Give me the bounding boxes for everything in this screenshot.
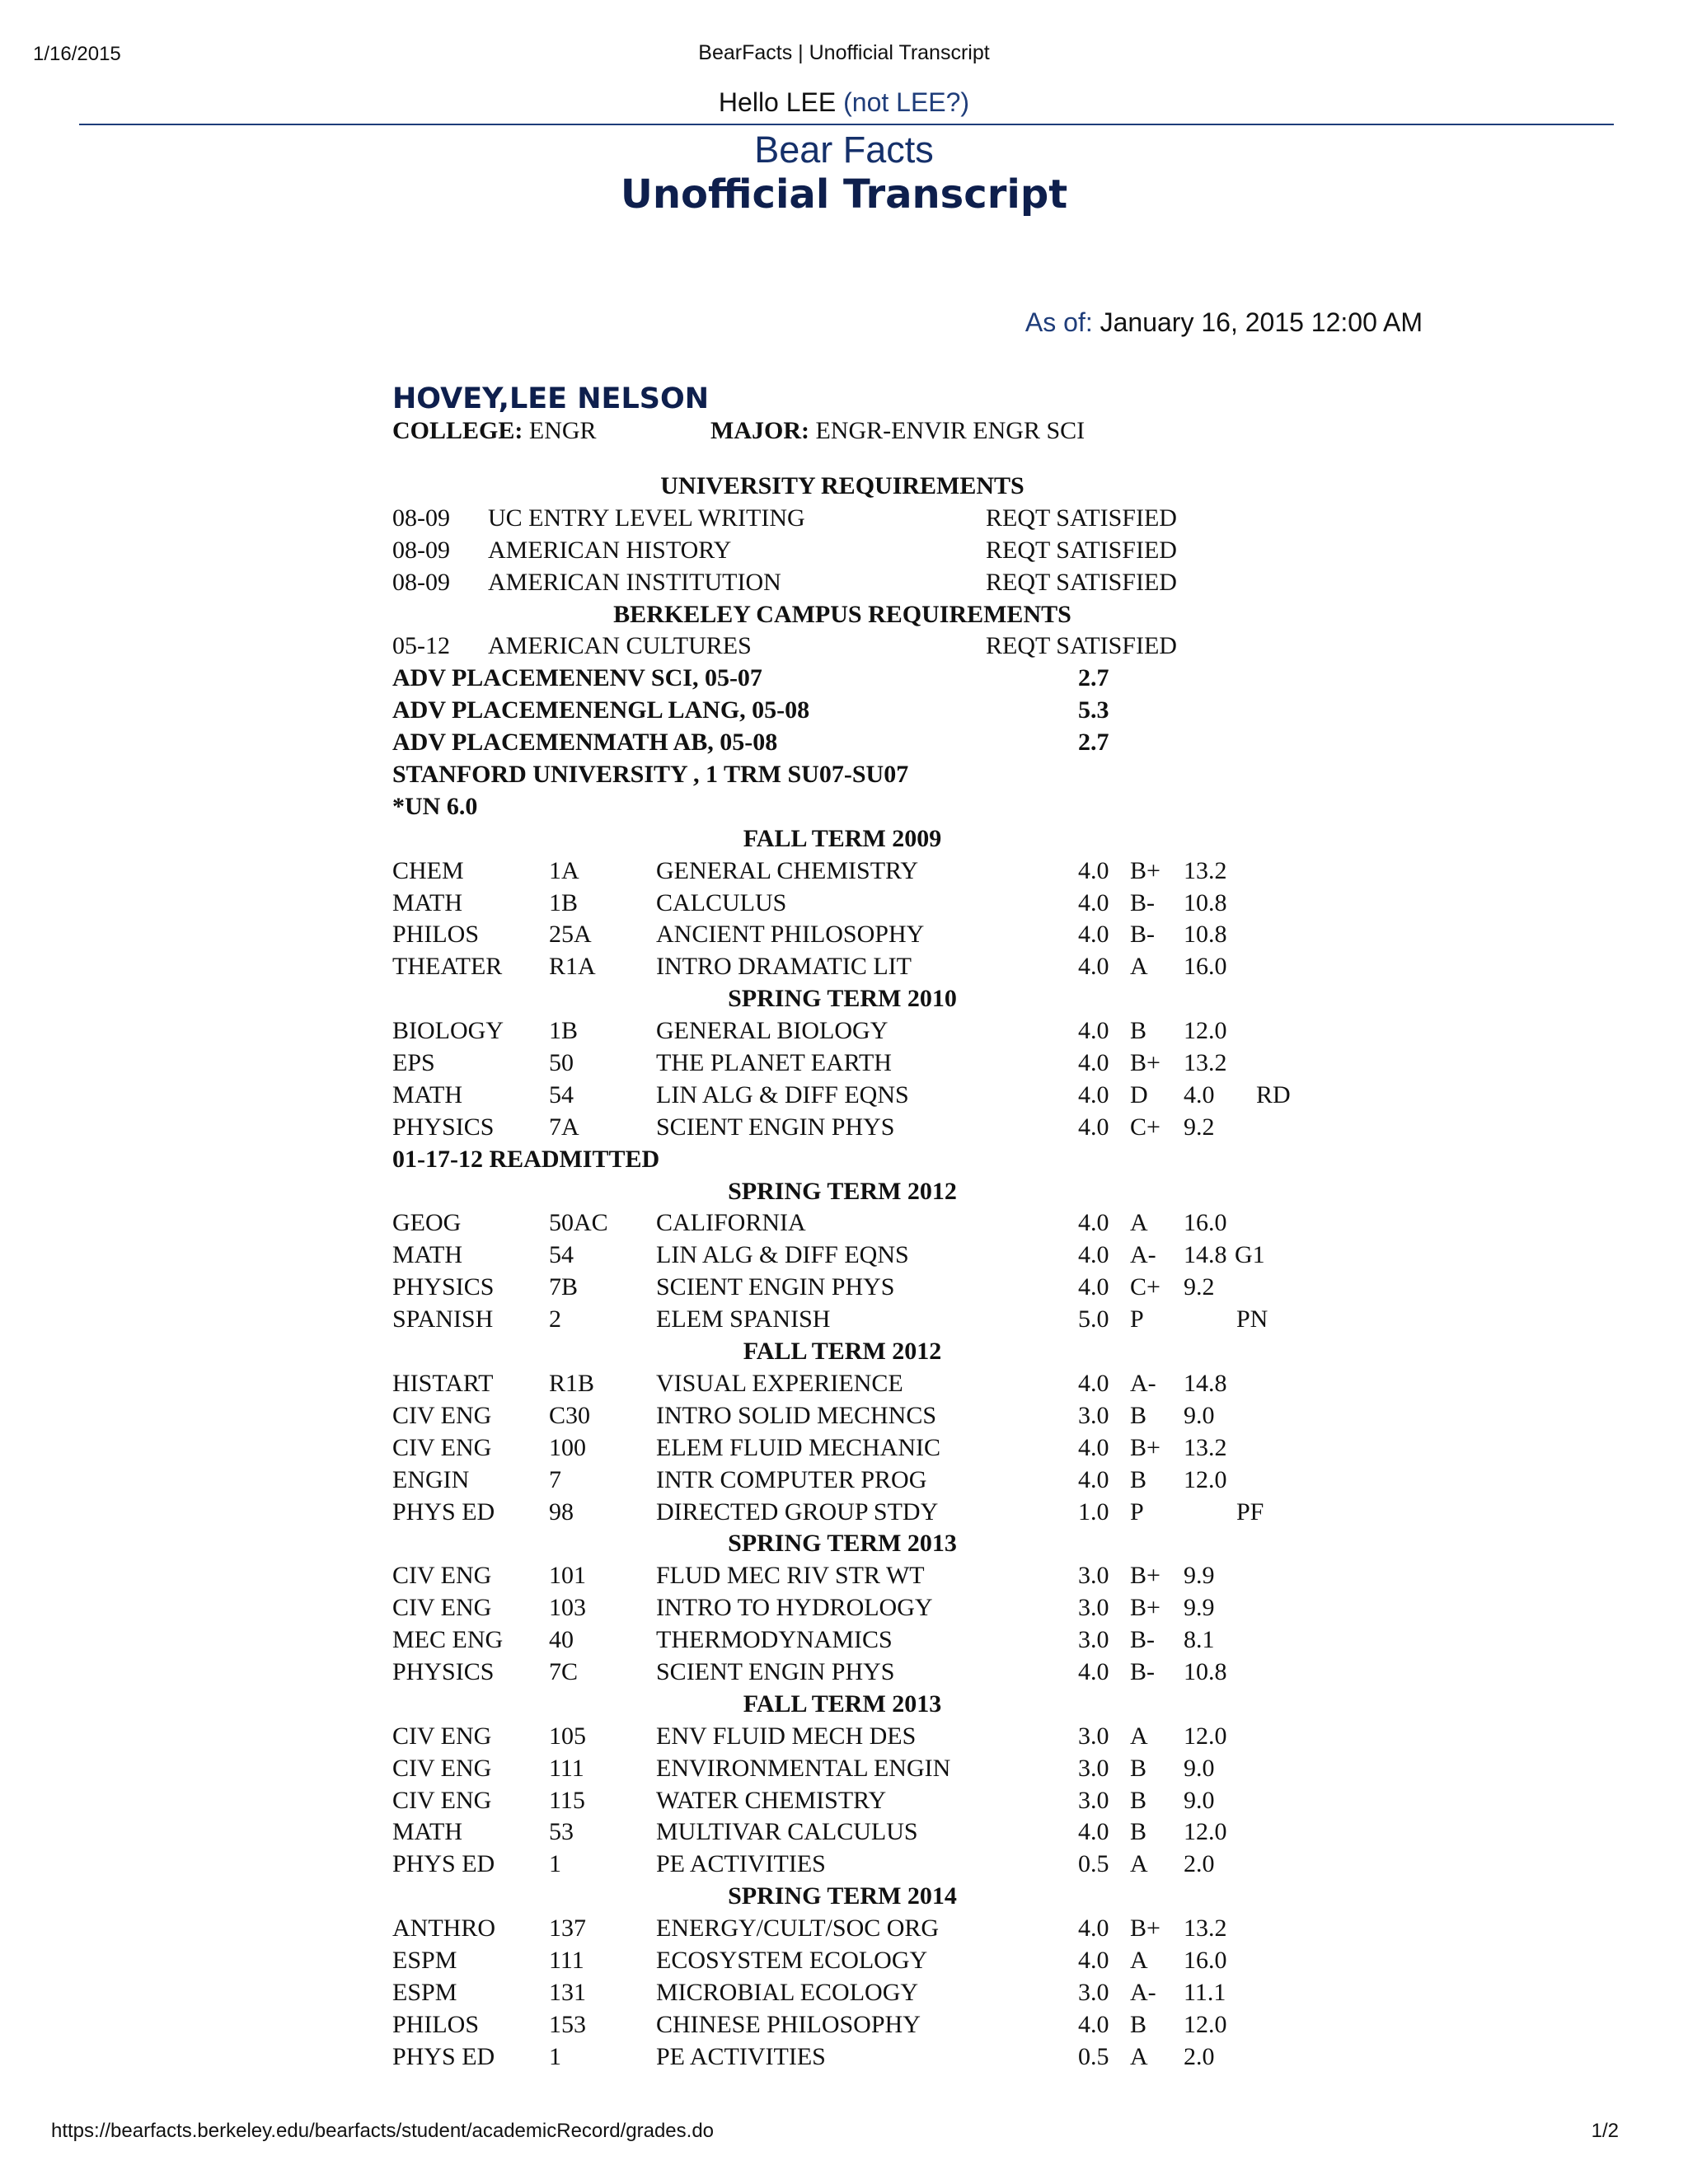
course-units: 4.0 [1078,1657,1109,1685]
requirement-row [392,630,1340,663]
course-units: 3.0 [1078,1562,1109,1590]
course-units: 3.0 [1078,1754,1109,1782]
course-grade-points: 12.0 [1184,1818,1227,1846]
print-page-title: BearFacts | Unofficial Transcript [698,41,990,64]
course-units: 3.0 [1078,1626,1109,1654]
course-title: ECOSYSTEM ECOLOGY [656,1946,928,1974]
course-grade-points: 9.0 [1184,1754,1215,1782]
course-title: MICROBIAL ECOLOGY [656,1978,919,2006]
advanced-placement-name: ADV PLACEMENENGL LANG, 05-08 [392,696,810,724]
course-title: DIRECTED GROUP STDY [656,1497,939,1526]
header-divider [79,124,1614,125]
section-heading: BERKELEY CAMPUS REQUIREMENTS [613,600,1071,628]
course-number: 101 [549,1562,586,1590]
course-grade-points: 12.0 [1184,2010,1227,2038]
course-row [392,1816,1340,1849]
course-number: 7B [549,1273,579,1301]
course-title: INTR COMPUTER PROG [656,1465,927,1493]
course-title: ENV FLUID MECH DES [656,1722,917,1750]
requirement-term: 08-09 [392,568,450,596]
course-grade: B- [1130,1626,1155,1654]
course-grade: B+ [1130,1049,1160,1077]
not-user-link[interactable]: (not LEE?) [843,87,970,117]
section-heading: UNIVERSITY REQUIREMENTS [660,472,1025,499]
course-title: GENERAL BIOLOGY [656,1017,889,1045]
course-number: 1A [549,856,579,884]
course-grade: C+ [1130,1273,1160,1301]
course-number: 98 [549,1497,574,1526]
requirement-name: AMERICAN CULTURES [488,632,752,660]
course-row [392,2041,1340,2074]
course-units: 3.0 [1078,1401,1109,1429]
course-title: LIN ALG & DIFF EQNS [656,1080,909,1108]
course-department: CIV ENG [392,1401,492,1429]
as-of-date [1025,307,1423,338]
course-row [392,1560,1340,1592]
course-row [392,1304,1340,1336]
course-department: CIV ENG [392,1754,492,1782]
course-department: CIV ENG [392,1433,492,1461]
course-title: ELEM SPANISH [656,1305,831,1333]
course-flag: PF [1236,1497,1264,1526]
course-grade-points: 14.8 [1184,1241,1227,1269]
requirement-name: AMERICAN HISTORY [488,536,732,564]
transcript-note: *UN 6.0 [392,792,478,820]
requirement-row [392,567,1340,599]
course-grade-points: 13.2 [1184,1915,1227,1943]
course-number: 137 [549,1915,586,1943]
course-grade-points: 10.8 [1184,888,1227,916]
course-units: 3.0 [1078,1978,1109,2006]
course-grade-points: 13.2 [1184,1049,1227,1077]
course-row [392,1657,1340,1689]
course-grade-points: 9.2 [1184,1273,1215,1301]
course-title: PE ACTIVITIES [656,1850,826,1878]
print-page-number: 1/2 [1591,2120,1619,2142]
course-number: 53 [549,1818,574,1846]
course-row [392,888,1340,920]
transcript-records [392,471,1340,2074]
requirement-row [392,535,1340,567]
course-units: 4.0 [1078,1946,1109,1974]
course-row [392,1624,1340,1657]
course-units: 1.0 [1078,1497,1109,1526]
course-row [392,1977,1340,2009]
course-number: R1A [549,953,596,981]
section-heading: SPRING TERM 2010 [728,985,957,1013]
page-title: Unofficial Transcript [620,171,1068,218]
course-grade: B- [1130,921,1155,949]
course-row [392,919,1340,951]
course-grade: A [1130,2042,1148,2070]
greeting [0,87,1688,118]
course-grade-points: 12.0 [1184,1722,1227,1750]
course-units: 4.0 [1078,1818,1109,1846]
course-number: 1 [549,2042,561,2070]
course-units: 4.0 [1078,1465,1109,1493]
course-number: 7A [549,1113,579,1141]
requirement-row [392,503,1340,535]
course-department: HISTART [392,1369,494,1397]
course-department: MATH [392,1818,463,1846]
course-number: 115 [549,1786,585,1814]
course-units: 3.0 [1078,1594,1109,1622]
course-title: FLUD MEC RIV STR WT [656,1562,925,1590]
course-department: PHYSICS [392,1273,495,1301]
course-units: 4.0 [1078,888,1109,916]
course-units: 4.0 [1078,2010,1109,2038]
course-title: WATER CHEMISTRY [656,1786,887,1814]
course-grade: A [1130,953,1148,981]
course-grade: B [1130,1017,1147,1045]
course-grade-points: 11.1 [1184,1978,1226,2006]
course-units: 4.0 [1078,1017,1109,1045]
course-grade-points: 9.0 [1184,1401,1215,1429]
advanced-placement-name: ADV PLACEMENMATH AB, 05-08 [392,729,778,757]
course-number: 131 [549,1978,586,2006]
course-grade: B [1130,2010,1147,2038]
course-units: 4.0 [1078,953,1109,981]
major-label: MAJOR: [710,417,809,444]
course-grade-points: 9.0 [1184,1786,1215,1814]
course-grade-points: 2.0 [1184,2042,1215,2070]
course-grade-points: 2.0 [1184,1850,1215,1878]
course-flag: RD [1256,1080,1291,1108]
requirement-term: 08-09 [392,536,450,564]
course-title: ELEM FLUID MECHANIC [656,1433,940,1461]
course-grade-points: 4.0 [1184,1080,1215,1108]
section-heading: SPRING TERM 2013 [728,1530,957,1558]
course-number: 100 [549,1433,586,1461]
course-title: INTRO SOLID MECHNCS [656,1401,937,1429]
course-grade-points: 10.8 [1184,921,1227,949]
course-title: ENERGY/CULT/SOC ORG [656,1915,940,1943]
course-department: ESPM [392,1946,457,1974]
course-number: 103 [549,1594,586,1622]
course-grade-points: 9.9 [1184,1562,1215,1590]
course-grade-points: 13.2 [1184,1433,1227,1461]
course-title: PE ACTIVITIES [656,2042,826,2070]
course-row [392,1849,1340,1881]
section-heading: SPRING TERM 2012 [728,1177,957,1205]
course-flag: G1 [1235,1241,1265,1269]
college-value: ENGR [528,417,597,444]
requirement-status: REQT SATISFIED [986,568,1177,596]
course-grade-points: 16.0 [1184,953,1227,981]
course-flag: PN [1236,1305,1268,1333]
course-row [392,1465,1340,1497]
course-units: 4.0 [1078,1049,1109,1077]
course-row [392,1207,1340,1240]
course-grade: A- [1130,1369,1156,1397]
course-title: ANCIENT PHILOSOPHY [656,921,925,949]
course-grade: B+ [1130,1433,1160,1461]
course-row [392,1432,1340,1465]
course-grade: B [1130,1465,1147,1493]
course-department: THEATER [392,953,503,981]
course-title: SCIENT ENGIN PHYS [656,1273,895,1301]
section-heading: FALL TERM 2013 [743,1690,942,1718]
course-number: R1B [549,1369,595,1397]
course-row [392,855,1340,888]
course-row [392,1047,1340,1080]
course-row [392,1368,1340,1400]
course-grade: P [1130,1305,1144,1333]
course-department: MEC ENG [392,1626,504,1654]
course-grade: B- [1130,888,1155,916]
course-number: 153 [549,2010,586,2038]
course-department: CIV ENG [392,1722,492,1750]
course-number: 2 [549,1305,561,1333]
course-grade-points: 16.0 [1184,1209,1227,1237]
course-row [392,1080,1340,1112]
course-grade-points: 12.0 [1184,1465,1227,1493]
course-number: 105 [549,1722,586,1750]
course-number: 7C [549,1657,579,1685]
course-grade-points: 12.0 [1184,1017,1227,1045]
course-units: 4.0 [1078,1273,1109,1301]
course-department: ESPM [392,1978,457,2006]
course-title: THE PLANET EARTH [656,1049,892,1077]
course-number: 111 [549,1946,584,1974]
course-title: SCIENT ENGIN PHYS [656,1657,895,1685]
course-grade-points: 10.8 [1184,1657,1227,1685]
course-department: SPANISH [392,1305,494,1333]
course-department: MATH [392,1241,463,1269]
course-grade: B+ [1130,1562,1160,1590]
course-units: 0.5 [1078,1850,1109,1878]
course-title: VISUAL EXPERIENCE [656,1369,903,1397]
course-grade: B [1130,1754,1147,1782]
requirement-name: AMERICAN INSTITUTION [488,568,781,596]
course-title: ENVIRONMENTAL ENGIN [656,1754,951,1782]
advanced-placement-name: ADV PLACEMENENV SCI, 05-07 [392,664,762,692]
course-grade: P [1130,1497,1144,1526]
course-row [392,1721,1340,1753]
course-row [392,1015,1340,1047]
course-number: 50 [549,1049,574,1077]
course-grade-points: 16.0 [1184,1946,1227,1974]
requirement-term: 08-09 [392,504,450,532]
course-title: INTRO TO HYDROLOGY [656,1594,933,1622]
advanced-placement-row [392,695,1340,727]
transcript-note: 01-17-12 READMITTED [392,1145,660,1173]
course-number: 7 [549,1465,561,1493]
course-grade: C+ [1130,1113,1160,1141]
requirement-status: REQT SATISFIED [986,536,1177,564]
course-department: CIV ENG [392,1562,492,1590]
course-grade: B+ [1130,1594,1160,1622]
course-units: 3.0 [1078,1722,1109,1750]
course-department: BIOLOGY [392,1017,504,1045]
course-number: C30 [549,1401,591,1429]
course-grade: A [1130,1722,1148,1750]
course-number: 50AC [549,1209,608,1237]
course-number: 25A [549,921,592,949]
course-row [392,951,1340,983]
course-units: 4.0 [1078,1209,1109,1237]
course-department: PHYS ED [392,1497,495,1526]
course-department: CIV ENG [392,1594,492,1622]
print-url: https://bearfacts.berkeley.edu/bearfacts/student/academicRecord/grades.do [51,2120,715,2142]
course-department: ANTHRO [392,1915,495,1943]
course-number: 40 [549,1626,574,1654]
course-department: EPS [392,1049,435,1077]
course-row [392,1400,1340,1432]
advanced-placement-units: 5.3 [1078,696,1109,724]
course-units: 4.0 [1078,856,1109,884]
course-title: CHINESE PHILOSOPHY [656,2010,921,2038]
course-department: PHILOS [392,2010,480,2038]
course-department: PHYSICS [392,1657,495,1685]
course-units: 4.0 [1078,1915,1109,1943]
course-units: 0.5 [1078,2042,1109,2070]
course-title: INTRO DRAMATIC LIT [656,953,912,981]
site-title: Bear Facts [754,129,934,171]
course-row [392,1785,1340,1817]
course-grade: B+ [1130,856,1160,884]
course-title: LIN ALG & DIFF EQNS [656,1241,909,1269]
requirement-term: 05-12 [392,632,450,660]
course-units: 4.0 [1078,1433,1109,1461]
course-units: 5.0 [1078,1305,1109,1333]
course-department: GEOG [392,1209,462,1237]
course-number: 111 [549,1754,584,1782]
course-department: PHYS ED [392,1850,495,1878]
section-heading: FALL TERM 2009 [743,824,942,852]
course-department: PHILOS [392,921,480,949]
course-row [392,2009,1340,2041]
course-department: MATH [392,888,463,916]
course-row [392,1240,1340,1272]
course-grade: A- [1130,1978,1156,2006]
course-units: 3.0 [1078,1786,1109,1814]
course-units: 4.0 [1078,1241,1109,1269]
course-grade-points: 9.9 [1184,1594,1215,1622]
course-title: GENERAL CHEMISTRY [656,856,919,884]
course-row [392,1112,1340,1144]
course-number: 1 [549,1850,561,1878]
course-row [392,1592,1340,1624]
course-grade: A [1130,1946,1148,1974]
course-units: 4.0 [1078,1080,1109,1108]
course-units: 4.0 [1078,1369,1109,1397]
course-number: 1B [549,888,579,916]
course-department: CIV ENG [392,1786,492,1814]
requirement-status: REQT SATISFIED [986,632,1177,660]
section-heading: SPRING TERM 2014 [728,1882,957,1910]
course-grade: B- [1130,1657,1155,1685]
course-grade: D [1130,1080,1148,1108]
advanced-placement-units: 2.7 [1078,664,1109,692]
major-value: ENGR-ENVIR ENGR SCI [815,417,1085,444]
advanced-placement-row [392,727,1340,759]
course-grade: A [1130,1209,1148,1237]
course-department: PHYS ED [392,2042,495,2070]
course-title: CALCULUS [656,888,787,916]
course-grade: B [1130,1818,1147,1846]
course-grade: A [1130,1850,1148,1878]
major-info [710,417,1085,445]
college-label: COLLEGE: [392,417,523,444]
course-department: CHEM [392,856,464,884]
greeting-text: Hello LEE [718,87,837,117]
course-row [392,1913,1340,1945]
course-number: 54 [549,1080,574,1108]
course-grade: B [1130,1786,1147,1814]
section-heading: FALL TERM 2012 [743,1338,942,1366]
course-grade-points: 13.2 [1184,856,1227,884]
course-grade: B+ [1130,1915,1160,1943]
student-name: HOVEY,LEE NELSON [392,382,710,415]
course-row [392,1945,1340,1977]
as-of-label: As of: [1025,307,1093,337]
course-title: MULTIVAR CALCULUS [656,1818,918,1846]
course-grade-points: 9.2 [1184,1113,1215,1141]
course-title: THERMODYNAMICS [656,1626,893,1654]
course-units: 4.0 [1078,921,1109,949]
course-title: CALIFORNIA [656,1209,806,1237]
course-row [392,1272,1340,1304]
course-row [392,1753,1340,1785]
course-grade: A- [1130,1241,1156,1269]
course-grade-points: 14.8 [1184,1369,1227,1397]
advanced-placement-row [392,663,1340,695]
college-info [392,417,597,445]
transcript-note: STANFORD UNIVERSITY , 1 TRM SU07-SU07 [392,761,909,789]
course-row [392,1497,1340,1529]
course-number: 1B [549,1017,579,1045]
requirement-name: UC ENTRY LEVEL WRITING [488,504,805,532]
course-department: MATH [392,1080,463,1108]
requirement-status: REQT SATISFIED [986,504,1177,532]
as-of-value: January 16, 2015 12:00 AM [1100,307,1423,337]
course-grade: B [1130,1401,1147,1429]
course-department: PHYSICS [392,1113,495,1141]
course-department: ENGIN [392,1465,470,1493]
course-grade-points: 8.1 [1184,1626,1215,1654]
advanced-placement-units: 2.7 [1078,729,1109,757]
course-number: 54 [549,1241,574,1269]
course-units: 4.0 [1078,1113,1109,1141]
course-title: SCIENT ENGIN PHYS [656,1113,895,1141]
print-date: 1/16/2015 [33,43,121,65]
